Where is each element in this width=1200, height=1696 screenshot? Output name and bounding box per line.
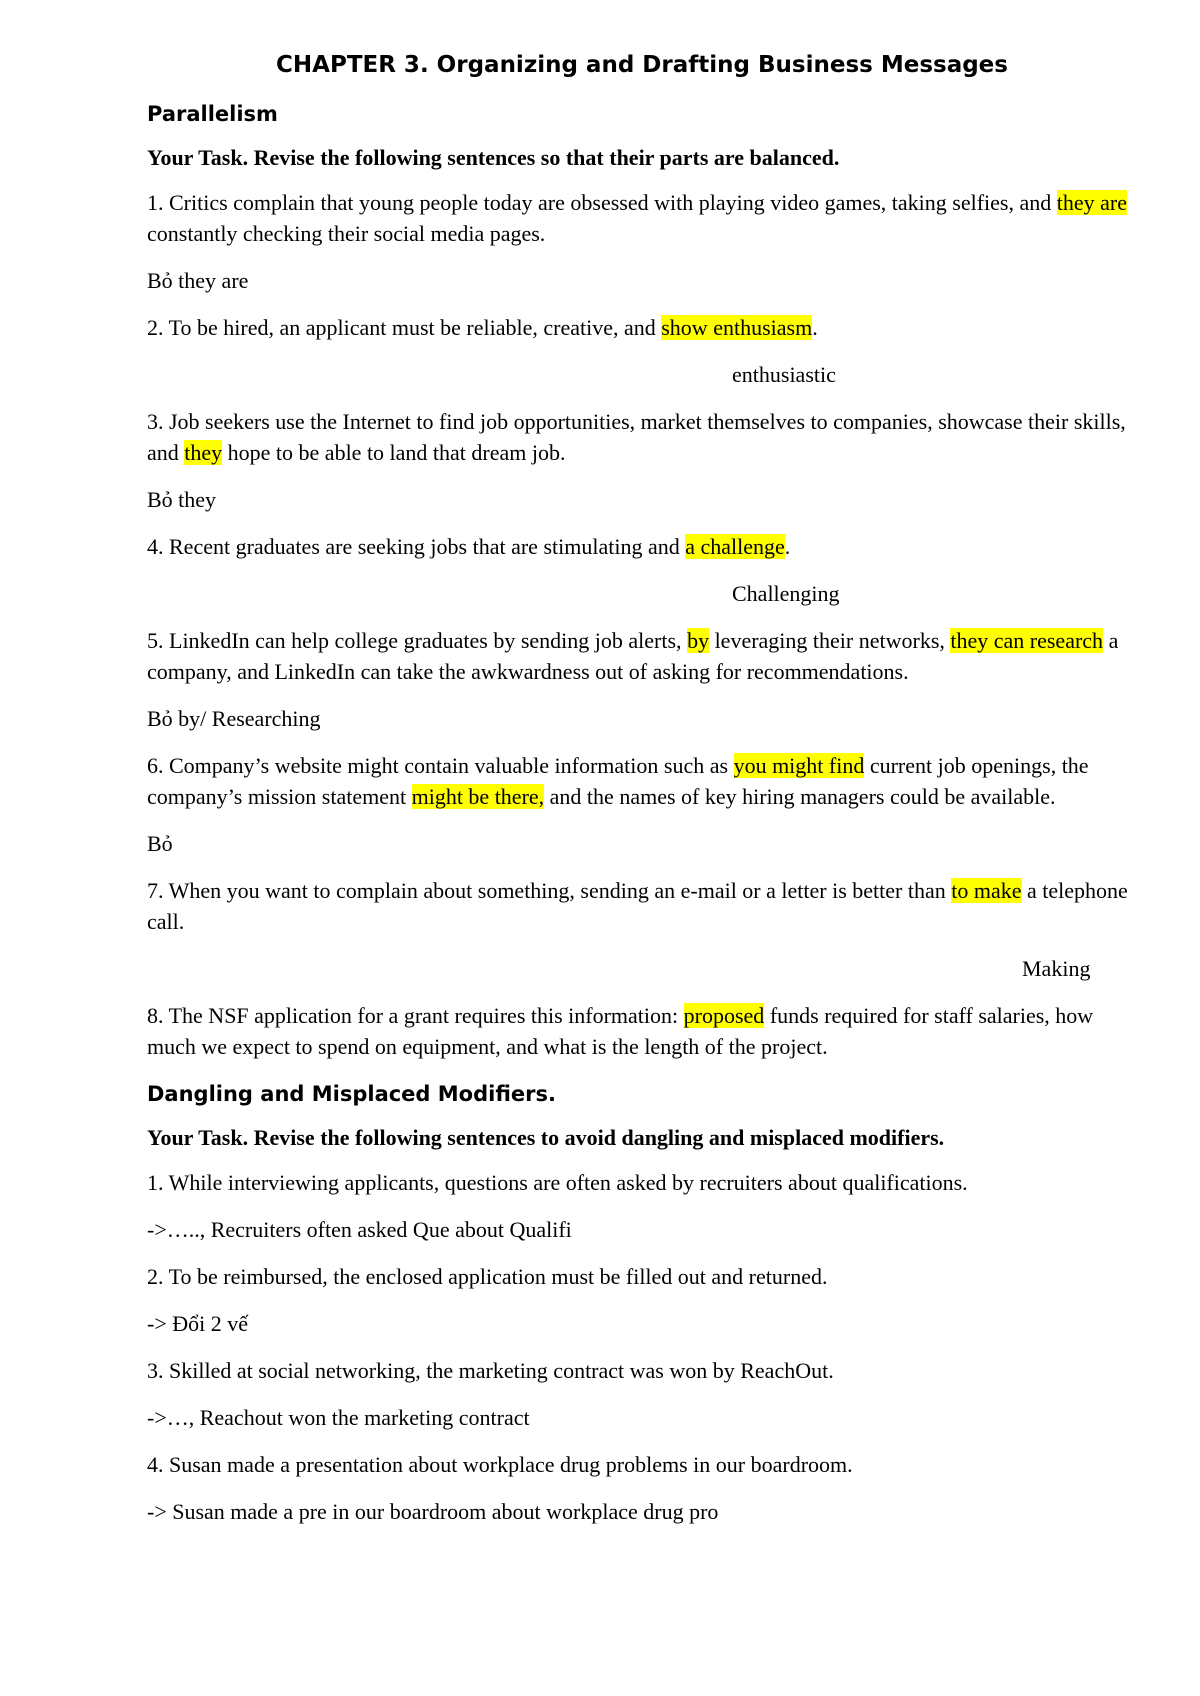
highlighted-phrase: they: [184, 440, 223, 465]
question-text: 7. When you want to complain about something, sending an e-mail or a letter is better than: [147, 878, 952, 903]
highlighted-phrase: show enthusiasm: [661, 315, 813, 340]
highlighted-phrase: might be there,: [411, 784, 545, 809]
section-heading-parallelism: Parallelism: [147, 102, 278, 126]
answer-note-7: Making: [1022, 956, 1091, 981]
question-text: a telephone call.: [147, 878, 1128, 934]
highlighted-phrase: a challenge: [685, 534, 785, 559]
modifier-answer-2: -> Đổi 2 vế: [147, 1311, 248, 1336]
answer-note-4: Challenging: [732, 581, 840, 606]
question-text: hope to be able to land that dream job.: [222, 440, 566, 465]
modifier-answer-4: -> Susan made a pre in our boardroom about workplace drug pro: [147, 1499, 719, 1524]
modifier-question-3: 3. Skilled at social networking, the marketing contract was won by ReachOut.: [147, 1358, 834, 1383]
question-text: a company, and LinkedIn can take the awkwardness out of asking for recommendations.: [147, 628, 1119, 684]
task-instruction-parallelism: Your Task. Revise the following sentences so that their parts are balanced.: [147, 145, 840, 170]
answer-note-5: Bỏ by/ Researching: [147, 706, 321, 731]
question-8: [147, 1000, 1137, 1062]
chapter-title: CHAPTER 3. Organizing and Drafting Business Messages: [276, 52, 1008, 78]
question-text: .: [784, 534, 791, 559]
question-1: [147, 187, 1137, 249]
question-text: current job openings, the company’s mission statement: [147, 753, 1089, 809]
highlighted-phrase: to make: [951, 878, 1022, 903]
question-text: and the names of key hiring managers could be available.: [544, 784, 1056, 809]
task-instruction-modifiers: Your Task. Revise the following sentences to avoid dangling and misplaced modifiers.: [147, 1125, 945, 1150]
modifier-question-4: 4. Susan made a presentation about workplace drug problems in our boardroom.: [147, 1452, 853, 1477]
highlighted-phrase: by: [687, 628, 710, 653]
highlighted-phrase: you might find: [733, 753, 865, 778]
modifier-question-1: 1. While interviewing applicants, questions are often asked by recruiters about qualifications.: [147, 1170, 968, 1195]
question-text: leveraging their networks,: [709, 628, 951, 653]
question-text: 1. Critics complain that young people today are obsessed with playing video games, taking selfies, and: [147, 190, 1057, 215]
question-text: 2. To be hired, an applicant must be reliable, creative, and: [147, 315, 662, 340]
highlighted-phrase: they are: [1056, 190, 1127, 215]
question-2: [147, 312, 1137, 343]
question-text: constantly checking their social media pages.: [147, 221, 546, 246]
question-text: 6. Company’s website might contain valuable information such as: [147, 753, 734, 778]
modifier-answer-3: ->…, Reachout won the marketing contract: [147, 1405, 530, 1430]
highlighted-phrase: they can research: [950, 628, 1104, 653]
question-4: [147, 531, 1137, 562]
question-7: [147, 875, 1137, 937]
answer-note-1: Bỏ they are: [147, 268, 249, 293]
section-heading-modifiers: Dangling and Misplaced Modifiers.: [147, 1082, 556, 1106]
document-page: [147, 48, 1137, 1543]
question-text: 4. Recent graduates are seeking jobs that are stimulating and: [147, 534, 686, 559]
answer-note-3: Bỏ they: [147, 487, 217, 512]
question-text: funds required for staff salaries, how much we expect to spend on equipment, and what is the length of the project.: [147, 1003, 1094, 1059]
answer-note-6: Bỏ: [147, 831, 173, 856]
highlighted-phrase: proposed: [683, 1003, 765, 1028]
modifier-question-2: 2. To be reimbursed, the enclosed application must be filled out and returned.: [147, 1264, 828, 1289]
question-text: .: [812, 315, 818, 340]
question-text: 3. Job seekers use the Internet to find job opportunities, market themselves to companies, showcase their skills, and: [147, 409, 1126, 465]
question-3: [147, 406, 1137, 468]
question-text: 5. LinkedIn can help college graduates by sending job alerts,: [147, 628, 688, 653]
question-6: [147, 750, 1137, 812]
modifier-answer-1: ->….., Recruiters often asked Que about Qualifi: [147, 1217, 572, 1242]
answer-note-2: enthusiastic: [732, 362, 836, 387]
question-text: 8. The NSF application for a grant requires this information:: [147, 1003, 684, 1028]
question-5: [147, 625, 1137, 687]
